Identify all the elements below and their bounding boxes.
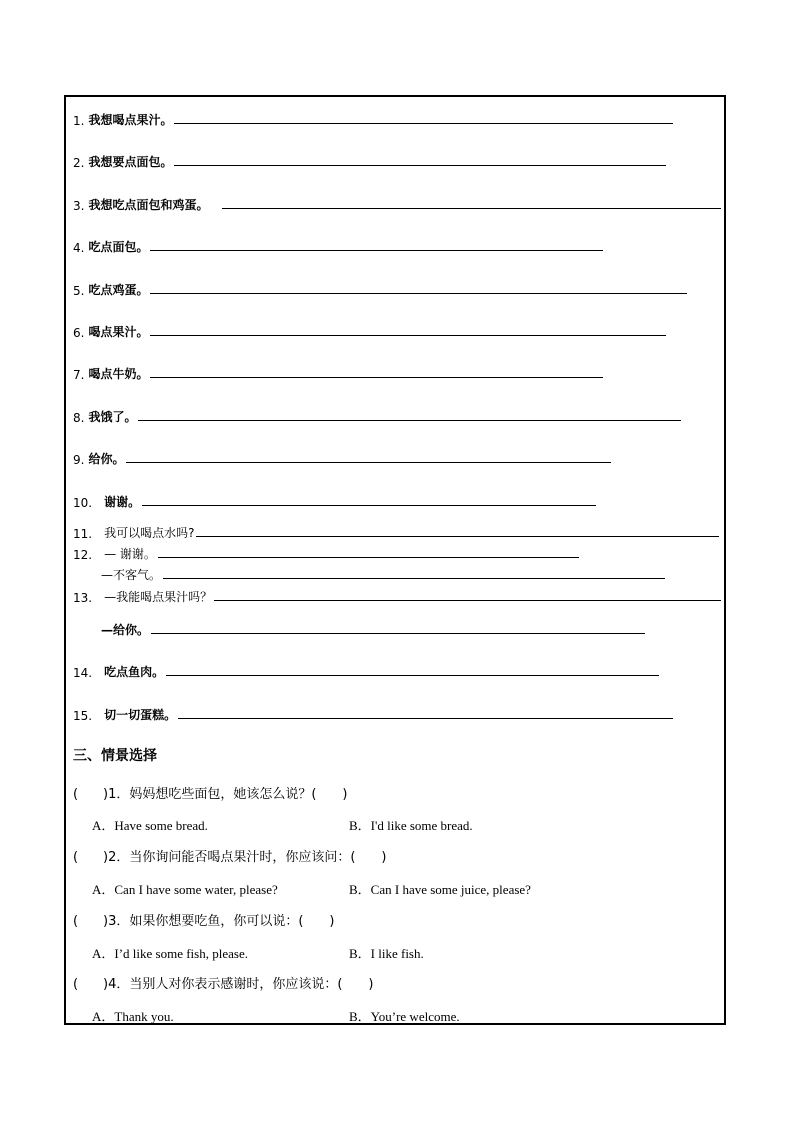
item-prompt: 我饿了。	[88, 410, 137, 424]
option-b: B．I'd like some bread.	[349, 818, 473, 833]
option-b: B．You’re welcome.	[349, 1009, 460, 1024]
item-8	[73, 405, 681, 425]
answer-line[interactable]	[166, 675, 659, 676]
item-prompt: 给你。	[88, 452, 125, 466]
item-prompt: 吃点鱼肉。	[104, 665, 165, 679]
option-a: A．Thank you.	[92, 1009, 174, 1024]
answer-line[interactable]	[142, 505, 596, 506]
answer-line[interactable]	[150, 335, 666, 336]
item-prompt: 我想要点面包。	[88, 155, 173, 169]
item-prompt: — 谢谢。	[104, 547, 156, 561]
item-prompt: 喝点果汁。	[88, 325, 149, 339]
item-number: 13.	[73, 591, 93, 605]
option-a: A．Have some bread.	[92, 818, 208, 833]
question-4	[73, 973, 374, 992]
item-2	[73, 150, 666, 170]
question-1	[73, 783, 348, 802]
item-number: 6.	[73, 326, 85, 340]
question-text: )1．妈妈想吃些面包，她该怎么说？( )	[103, 787, 348, 802]
answer-line[interactable]	[222, 208, 721, 209]
item-number: 7.	[73, 368, 85, 382]
item-10	[73, 490, 596, 510]
item-13	[73, 585, 721, 605]
item-prompt: 吃点鸡蛋。	[88, 283, 149, 297]
question-2	[73, 846, 387, 865]
item-13-reply	[101, 618, 645, 638]
item-prompt: —给你。	[101, 623, 150, 637]
item-6	[73, 320, 666, 340]
item-prompt: 吃点面包。	[88, 240, 149, 254]
item-15	[73, 703, 673, 723]
answer-line[interactable]	[150, 250, 603, 251]
item-5	[73, 278, 687, 298]
item-number: 9.	[73, 453, 85, 467]
option-b: B．Can I have some juice, please?	[349, 882, 531, 897]
item-prompt: 我可以喝点水吗?	[104, 526, 195, 540]
item-number: 5.	[73, 284, 85, 298]
item-prompt: —不客气。	[101, 568, 162, 582]
answer-line[interactable]	[163, 578, 665, 579]
item-number: 2.	[73, 156, 85, 170]
answer-line[interactable]	[158, 557, 579, 558]
answer-blank[interactable]: (	[73, 850, 79, 865]
answer-blank[interactable]: (	[73, 914, 79, 929]
item-12	[73, 542, 579, 562]
answer-line[interactable]	[174, 123, 673, 124]
section-heading: 三、情景选择	[73, 748, 157, 764]
item-prompt: 喝点牛奶。	[88, 367, 149, 381]
question-text: )2．当你询问能否喝点果汁时，你应该问：( )	[103, 850, 387, 865]
item-number: 8.	[73, 411, 85, 425]
item-number: 11.	[73, 527, 93, 541]
item-14	[73, 660, 659, 680]
answer-line[interactable]	[126, 462, 611, 463]
item-number: 12.	[73, 548, 93, 562]
item-prompt: 切一切蛋糕。	[104, 708, 177, 722]
item-number: 15.	[73, 709, 93, 723]
answer-line[interactable]	[196, 536, 719, 537]
item-prompt: 我想吃点面包和鸡蛋。	[88, 198, 209, 212]
item-number: 3.	[73, 199, 85, 213]
item-number: 14.	[73, 666, 93, 680]
item-prompt: —我能喝点果汁吗？	[104, 590, 213, 604]
item-11	[73, 521, 719, 541]
item-4	[73, 235, 603, 255]
item-number: 4.	[73, 241, 85, 255]
item-prompt: 谢谢。	[104, 495, 141, 509]
item-12-reply	[101, 563, 665, 583]
answer-line[interactable]	[138, 420, 681, 421]
answer-line[interactable]	[178, 718, 673, 719]
item-number: 1.	[73, 114, 85, 128]
answer-line[interactable]	[150, 377, 603, 378]
answer-line[interactable]	[174, 165, 666, 166]
item-number: 10.	[73, 496, 93, 510]
answer-blank[interactable]: (	[73, 977, 79, 992]
item-1	[73, 108, 673, 128]
item-prompt: 我想喝点果汁。	[88, 113, 173, 127]
answer-line[interactable]	[214, 600, 721, 601]
item-3	[73, 193, 721, 213]
answer-line[interactable]	[150, 293, 687, 294]
option-a: A．Can I have some water, please?	[92, 882, 278, 897]
question-3	[73, 910, 335, 929]
question-text: )3．如果你想要吃鱼，你可以说：( )	[103, 914, 335, 929]
answer-blank[interactable]: (	[73, 787, 79, 802]
answer-line[interactable]	[151, 633, 645, 634]
item-7	[73, 362, 603, 382]
option-b: B．I like fish.	[349, 946, 424, 961]
question-text: )4．当别人对你表示感谢时，你应该说：( )	[103, 977, 374, 992]
option-a: A．I’d like some fish, please.	[92, 946, 248, 961]
item-9	[73, 447, 611, 467]
